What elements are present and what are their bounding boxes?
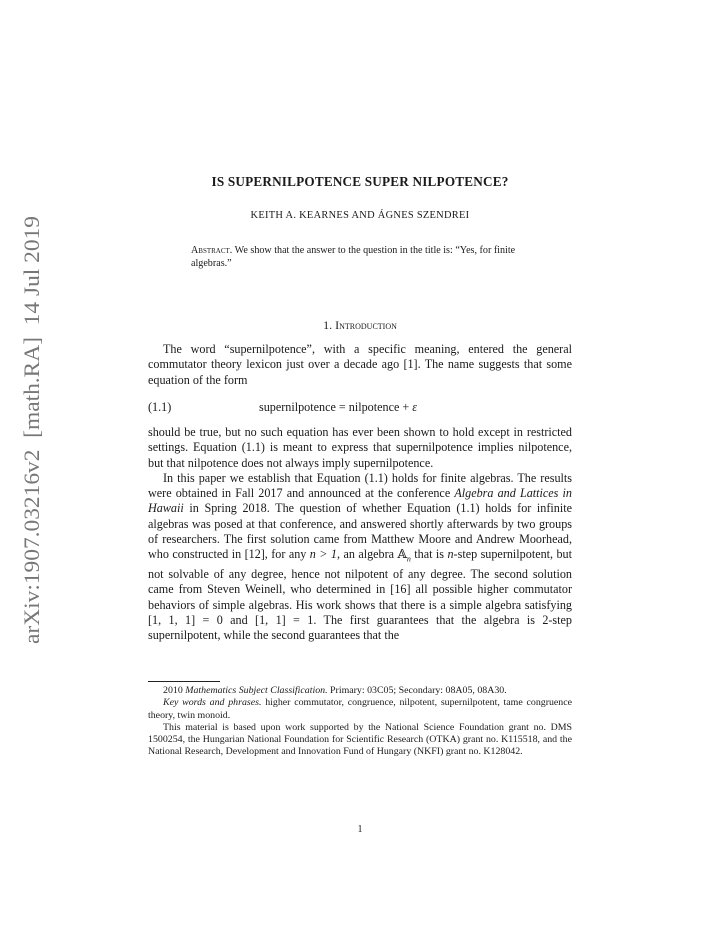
footnote-msc xyxy=(148,685,572,697)
footnote-keywords xyxy=(148,697,572,722)
msc-label: Mathematics Subject Classification. xyxy=(185,685,328,696)
abstract-label: Abstract. xyxy=(191,245,233,256)
math-algebra-a: 𝔸 xyxy=(397,547,407,562)
abstract-text: We show that the answer to the question in the title is: “Yes, for finite algebras.” xyxy=(191,245,516,269)
equation-epsilon: ε xyxy=(412,400,418,414)
abstract xyxy=(191,245,536,271)
equation-rhs: nilpotence + xyxy=(348,400,413,414)
conference-name: Algebra and Lattices in Hawaii xyxy=(148,486,572,516)
keywords-text: higher commutator, congruence, nilpotent, supernilpotent, tame congruence theory, twin monoid. xyxy=(148,697,573,721)
p3-part-e: -step supernilpotent, but not solvable of any degree, hence not nilpotent of any degree. The second solution came from Steven Weinell, who determined in [16] all possible higher commutator behaviors of simple algebras. His work shows that there is a simple algebra satisfying [1, 1, 1] = 0 and [1, 1] = 1. The first guarantees that the algebra is 2-step supernilpotent, while the second guarantees that the xyxy=(148,547,572,643)
intro-paragraph-2: should be true, but no such equation has ever been shown to hold except in restricted settings. Equation (1.1) is meant to express that supernilpotence implies nilpotence, but that nilpotence does not always imply supernilpotence. xyxy=(148,425,572,470)
equation-number: (1.1) xyxy=(148,400,172,414)
section-heading xyxy=(0,318,720,333)
p3-part-b: in Spring 2018. The question of whether Equation (1.1) holds for infinite algebras was posed at that conference, and answered shortly afterwards by two groups of researchers. The first solution came from Matthew Moore and Andrew Moorhead, who constructed in [12], for any xyxy=(148,501,572,562)
p3-part-a: In this paper we establish that Equation (1.1) holds for finite algebras. The results were obtained in Fall 2017 and announced at the conference xyxy=(148,470,572,501)
msc-text: Primary: 03C05; Secondary: 08A05, 08A30. xyxy=(327,685,507,696)
footnote-support: This material is based upon work supported by the National Science Foundation grant no. DMS 1500254, the Hungarian National Foundation for Scientific Research (OTKA) grant no. K115518, and the National Research, Development and Innovation Fund of Hungary (NKFI) grant no. K128042. xyxy=(148,721,572,758)
msc-year: 2010 xyxy=(163,685,186,696)
equation-operator: = xyxy=(335,400,349,414)
p3-part-d: that is xyxy=(410,547,448,562)
math-subscript-n: n xyxy=(406,554,411,564)
math-n-gt-1: n > 1 xyxy=(309,547,337,562)
section-title: Introduction xyxy=(335,318,397,332)
paper-title: IS SUPERNILPOTENCE SUPER NILPOTENCE? xyxy=(211,174,509,189)
arxiv-identifier-stamp xyxy=(19,214,47,644)
equation-lhs: supernilpotence xyxy=(259,400,336,414)
p3-part-c: , an algebra xyxy=(336,547,398,562)
footnote-rule xyxy=(148,681,220,682)
paper-authors: KEITH A. KEARNES AND ÁGNES SZENDREI xyxy=(250,210,470,221)
section-number: 1. xyxy=(323,318,333,332)
equation-formula xyxy=(259,400,417,415)
equation-1-1 xyxy=(148,400,572,415)
intro-paragraph-3 xyxy=(148,471,572,644)
keywords-label: Key words and phrases. xyxy=(163,697,262,709)
arxiv-identifier-text: arXiv:1907.03216v2 [math.RA] 14 Jul 2019 xyxy=(19,241,44,644)
intro-paragraph-1 xyxy=(148,342,572,388)
page-number: 1 xyxy=(357,824,363,835)
math-n: n xyxy=(447,547,454,562)
intro-paragraphs xyxy=(148,425,572,644)
intro-paragraph-1-text: The word “supernilpotence”, with a specific meaning, entered the general commutator theory lexicon just over a decade ago [1]. The name suggests that some equation of the form xyxy=(148,342,572,387)
footnotes xyxy=(148,685,572,759)
